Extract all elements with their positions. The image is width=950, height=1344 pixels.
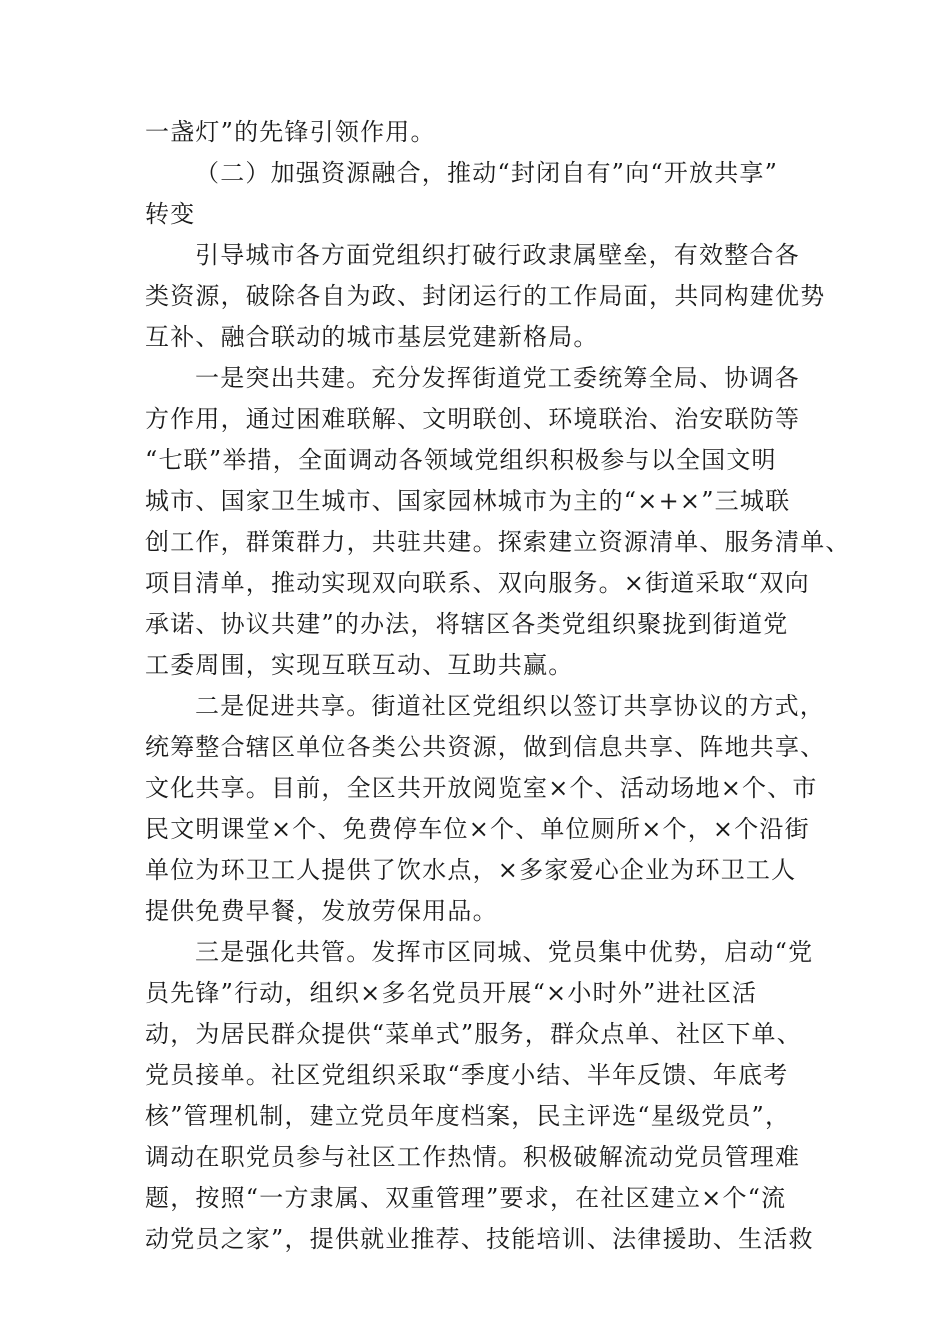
text-line: “七联”举措，全面调动各领域党组织积极参与以全国文明: [145, 446, 777, 474]
text-line: 题，按照“一方隶属、双重管理”要求，在社区建立×个“流: [145, 1184, 787, 1212]
text-line: 城市、国家卫生城市、国家园林城市为主的“×+×”三城联: [145, 487, 791, 515]
text-line: 工委周围，实现互联互动、互助共赢。: [145, 651, 574, 679]
text-line: 承诺、协议共建”的办法，将辖区各类党组织聚拢到街道党: [145, 610, 789, 638]
text-line: 引导城市各方面党组织打破行政隶属壁垒，有效整合各: [195, 241, 800, 269]
text-line: 转变: [145, 200, 196, 228]
text-line: 文化共享。目前，全区共开放阅览室×个、活动场地×个、市: [145, 774, 818, 802]
text-line: 统筹整合辖区单位各类公共资源，做到信息共享、阵地共享、: [145, 733, 826, 761]
document-body: [145, 112, 851, 1260]
text-line: 类资源，破除各自为政、封闭运行的工作局面，共同构建优势: [145, 282, 826, 310]
text-line: 调动在职党员参与社区工作热情。积极破解流动党员管理难: [145, 1143, 801, 1171]
text-line: 动，为居民群众提供“菜单式”服务，群众点单、社区下单、: [145, 1020, 802, 1048]
text-line: （二）加强资源融合，推动“封闭自有”向“开放共享”: [195, 159, 779, 187]
text-line: 方作用，通过困难联解、文明联创、环境联治、治安联防等: [145, 405, 801, 433]
text-line: 提供免费早餐，发放劳保用品。: [145, 897, 498, 925]
text-line: 一是突出共建。充分发挥街道党工委统筹全局、协调各: [195, 364, 800, 392]
text-line: 动党员之家”，提供就业推荐、技能培训、法律援助、生活救: [145, 1225, 814, 1253]
text-line: 党员接单。社区党组织采取“季度小结、半年反馈、年底考: [145, 1061, 789, 1089]
text-line: 二是促进共享。街道社区党组织以签订共享协议的方式，: [195, 692, 825, 720]
text-line: 互补、融合联动的城市基层党建新格局。: [145, 323, 599, 351]
text-line: 民文明课堂×个、免费停车位×个、单位厕所×个，×个沿街: [145, 815, 810, 843]
text-line: 三是强化共管。发挥市区同城、党员集中优势，启动“党: [195, 938, 814, 966]
text-line: 单位为环卫工人提供了饮水点，×多家爱心企业为环卫工人: [145, 856, 797, 884]
text-line: 项目清单，推动实现双向联系、双向服务。×街道采取“双向: [145, 569, 810, 597]
text-line: 核”管理机制，建立党员年度档案，民主评选“星级党员”，: [145, 1102, 791, 1130]
text-line: 员先锋”行动，组织×多名党员开展“×小时外”进社区活: [145, 979, 758, 1007]
text-line: 一盏灯”的先锋引领作用。: [145, 118, 436, 146]
text-line: 创工作，群策群力，共驻共建。探索建立资源清单、服务清单、: [145, 528, 851, 556]
